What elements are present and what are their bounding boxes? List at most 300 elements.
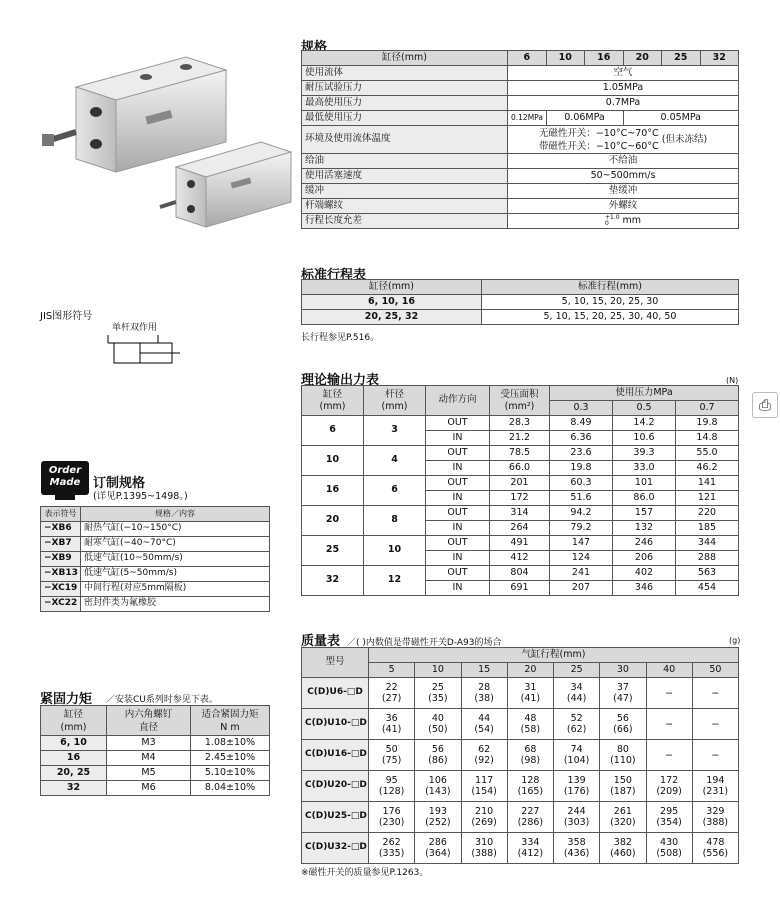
torque-h3: 适合紧固力矩 xyxy=(201,708,259,720)
spec-bore: 20 xyxy=(623,51,662,66)
mass-value xyxy=(600,833,646,864)
force-rod: 3 xyxy=(364,416,426,446)
spec-row-label: 耐压试验压力 xyxy=(302,81,508,96)
mass-value-plain: 193 xyxy=(428,806,447,817)
force-value: 19.8 xyxy=(676,416,739,431)
force-value: 147 xyxy=(550,536,613,551)
mass-stroke: 10 xyxy=(415,663,461,678)
mass-value xyxy=(692,678,738,709)
mass-value-with-switch: (58) xyxy=(520,724,541,735)
force-value: 172 xyxy=(490,491,550,506)
force-value: 124 xyxy=(550,551,613,566)
spec-env-note: (但未冻结) xyxy=(661,133,708,145)
mass-value-with-switch: (269) xyxy=(471,817,497,828)
force-value: 94.2 xyxy=(550,506,613,521)
mass-value xyxy=(507,709,553,740)
printer-icon[interactable]: ⎙ xyxy=(752,392,778,418)
torque-h3-unit: N m xyxy=(220,721,240,733)
force-h-bore-unit: (mm) xyxy=(319,400,346,412)
spec-row-label: 给油 xyxy=(302,154,508,169)
force-bore: 16 xyxy=(302,476,364,506)
stroke-header-strokes: 标准行程(mm) xyxy=(482,280,739,295)
mass-value-plain: 262 xyxy=(382,837,401,848)
force-value: 79.2 xyxy=(550,521,613,536)
mass-value xyxy=(507,740,553,771)
force-value: 141 xyxy=(676,476,739,491)
mass-value-plain: − xyxy=(711,687,720,699)
table-row xyxy=(41,736,270,751)
mass-value-plain: − xyxy=(665,687,674,699)
mass-value xyxy=(600,771,646,802)
mass-value xyxy=(461,802,507,833)
force-direction: OUT xyxy=(426,446,490,461)
mass-value-plain: 227 xyxy=(521,806,540,817)
order-table xyxy=(40,506,270,612)
mass-unit: (g) xyxy=(729,636,741,645)
order-made-icon xyxy=(41,461,89,495)
mass-model: C(D)U10-□D xyxy=(302,709,369,740)
mass-value xyxy=(369,802,415,833)
torque-subtitle: ／安装CU系列时参见下表。 xyxy=(106,695,218,705)
order-header-content: 规格／内容 xyxy=(81,507,270,522)
mass-subtitle: ／( )内数值是带磁性开关D-A93的场合 xyxy=(347,638,502,648)
mass-value-with-switch: (388) xyxy=(471,848,497,859)
mass-value xyxy=(646,833,692,864)
table-row xyxy=(302,678,739,709)
force-direction: IN xyxy=(426,431,490,446)
mass-value-plain: 358 xyxy=(567,837,586,848)
mass-table xyxy=(301,647,739,864)
mass-value xyxy=(554,740,600,771)
mass-value-with-switch: (176) xyxy=(563,786,590,797)
torque-title: 紧固力矩 xyxy=(40,692,93,707)
mass-value xyxy=(369,678,415,709)
force-direction: OUT xyxy=(426,566,490,581)
mass-value xyxy=(692,771,738,802)
spec-bore: 6 xyxy=(508,51,547,66)
mass-value-with-switch: (230) xyxy=(378,817,405,828)
mass-value-with-switch: (460) xyxy=(610,848,636,859)
table-row xyxy=(41,582,270,597)
mass-value-with-switch: (231) xyxy=(702,786,729,797)
order-content: 密封件类为氟橡胶 xyxy=(81,597,270,612)
mass-header-model: 型号 xyxy=(302,648,369,678)
spec-env-value xyxy=(508,126,739,154)
mass-value-plain: 52 xyxy=(570,713,583,724)
torque-h1: 缸径 xyxy=(63,708,83,720)
mass-value-with-switch: (66) xyxy=(613,724,633,735)
table-row xyxy=(302,506,739,521)
mass-value-plain: 295 xyxy=(660,806,679,817)
force-value: 78.5 xyxy=(490,446,550,461)
mass-value-with-switch: (75) xyxy=(381,755,402,766)
force-rod: 6 xyxy=(364,476,426,506)
table-row xyxy=(41,751,270,766)
spec-row-value: 不给油 xyxy=(508,154,739,169)
force-bore: 32 xyxy=(302,566,364,596)
mass-value xyxy=(507,802,553,833)
force-value: 60.3 xyxy=(550,476,613,491)
torque-bore: 16 xyxy=(41,751,107,766)
force-value: 46.2 xyxy=(676,461,739,476)
force-value: 51.6 xyxy=(550,491,613,506)
force-title: 理论输出力表 xyxy=(301,373,380,388)
force-value: 491 xyxy=(490,536,550,551)
mass-value-plain: 478 xyxy=(706,837,725,848)
table-row xyxy=(302,771,739,802)
mass-value xyxy=(507,771,553,802)
force-value: 220 xyxy=(676,506,739,521)
mass-value xyxy=(415,771,461,802)
table-row xyxy=(302,416,739,431)
force-value: 288 xyxy=(676,551,739,566)
force-direction: IN xyxy=(426,551,490,566)
mass-value-with-switch: (354) xyxy=(656,817,682,828)
mass-value-plain: 382 xyxy=(613,837,632,848)
mass-value xyxy=(415,802,461,833)
mass-value-with-switch: (98) xyxy=(520,755,541,766)
spec-table xyxy=(301,50,739,229)
mass-value xyxy=(369,771,415,802)
spec-min-pressure-10-16: 0.06MPa xyxy=(546,111,623,126)
force-value: 19.8 xyxy=(550,461,613,476)
spec-bore: 16 xyxy=(585,51,624,66)
table-row xyxy=(41,781,270,796)
force-value: 14.2 xyxy=(613,416,676,431)
mass-value-with-switch: (388) xyxy=(702,817,729,828)
force-rod: 12 xyxy=(364,566,426,596)
mass-value-plain: − xyxy=(665,749,674,761)
table-row xyxy=(302,740,739,771)
force-value: 21.2 xyxy=(490,431,550,446)
spec-row-value: 50~500mm/s xyxy=(508,169,739,184)
force-direction: IN xyxy=(426,581,490,596)
mass-value-plain: 31 xyxy=(524,682,537,693)
mass-value xyxy=(461,709,507,740)
force-direction: OUT xyxy=(426,416,490,431)
table-row xyxy=(41,522,270,537)
force-value: 55.0 xyxy=(676,446,739,461)
force-h-area-unit: (mm²) xyxy=(504,400,535,412)
spec-env-line1: 无磁性开关：−10°C~70°C xyxy=(538,127,659,139)
table-row xyxy=(41,552,270,567)
mass-value-plain: 37 xyxy=(616,682,629,693)
spec-row-label: 缓冲 xyxy=(302,184,508,199)
mass-value xyxy=(600,740,646,771)
mass-value-with-switch: (47) xyxy=(613,693,633,704)
mass-value xyxy=(554,802,600,833)
mass-value-with-switch: (86) xyxy=(428,755,448,766)
force-value: 344 xyxy=(676,536,739,551)
mass-value-with-switch: (252) xyxy=(425,817,451,828)
spec-row-label: 环境及使用流体温度 xyxy=(302,126,508,154)
mass-value-plain: 48 xyxy=(524,713,537,724)
mass-value xyxy=(646,771,692,802)
force-value: 28.3 xyxy=(490,416,550,431)
mass-value-plain: 50 xyxy=(385,744,398,755)
mass-value-plain: 36 xyxy=(385,713,398,724)
mass-value-with-switch: (35) xyxy=(428,693,448,704)
force-direction: OUT xyxy=(426,536,490,551)
force-h-area: 受压面积 xyxy=(500,388,539,400)
force-value: 207 xyxy=(550,581,613,596)
force-value: 23.6 xyxy=(550,446,613,461)
mass-value-with-switch: (38) xyxy=(474,693,494,704)
order-content: 耐寒气缸(−40~70°C) xyxy=(81,537,270,552)
mass-model: C(D)U32-□D xyxy=(302,833,369,864)
mass-value xyxy=(507,833,553,864)
mass-value-with-switch: (286) xyxy=(517,817,544,828)
mass-stroke: 40 xyxy=(646,663,692,678)
stroke-header-bore: 缸径(mm) xyxy=(302,280,482,295)
torque-header-screw xyxy=(107,706,191,736)
force-bore: 20 xyxy=(302,506,364,536)
mass-value-with-switch: (50) xyxy=(428,724,448,735)
spec-row-label: 使用流体 xyxy=(302,66,508,81)
force-value: 157 xyxy=(613,506,676,521)
force-value: 101 xyxy=(613,476,676,491)
force-header-area xyxy=(490,386,550,416)
force-value: 10.6 xyxy=(613,431,676,446)
mass-header-stroke: 气缸行程(mm) xyxy=(369,648,739,663)
force-header-dir: 动作方向 xyxy=(426,386,490,416)
force-rod: 10 xyxy=(364,536,426,566)
table-row xyxy=(41,537,270,552)
mass-value-with-switch: (303) xyxy=(563,817,590,828)
mass-value xyxy=(600,678,646,709)
spec-row-value: 1.05MPa xyxy=(508,81,739,96)
mass-value xyxy=(692,740,738,771)
force-value: 6.36 xyxy=(550,431,613,446)
mass-value-with-switch: (104) xyxy=(563,755,590,766)
torque-table xyxy=(40,705,270,796)
table-row xyxy=(302,446,739,461)
mass-value-plain: 172 xyxy=(660,775,679,786)
mass-value-plain: 244 xyxy=(567,806,586,817)
mass-value xyxy=(369,740,415,771)
mass-model: C(D)U20-□D xyxy=(302,771,369,802)
force-value: 563 xyxy=(676,566,739,581)
spec-tol-unit: mm xyxy=(622,214,642,226)
mass-value-plain: 56 xyxy=(431,744,444,755)
mass-value xyxy=(461,771,507,802)
mass-value xyxy=(600,802,646,833)
mass-value-with-switch: (143) xyxy=(425,786,451,797)
spec-row-value: 垫缓冲 xyxy=(508,184,739,199)
force-value: 314 xyxy=(490,506,550,521)
mass-stroke: 50 xyxy=(692,663,738,678)
order-content: 低速气缸(10~50mm/s) xyxy=(81,552,270,567)
spec-title: 规格 xyxy=(301,40,328,55)
mass-value xyxy=(692,709,738,740)
spec-min-pressure-6: 0.12MPa xyxy=(508,111,547,126)
mass-title: 质量表 xyxy=(301,634,341,649)
table-row xyxy=(41,766,270,781)
cylinder-product-image xyxy=(36,52,296,232)
mass-value-plain: 34 xyxy=(570,682,583,693)
mass-value-plain: 430 xyxy=(660,837,679,848)
force-direction: IN xyxy=(426,521,490,536)
mass-value-with-switch: (436) xyxy=(563,848,590,859)
torque-value: 8.04±10% xyxy=(191,781,270,796)
order-badge-line2: Made xyxy=(49,477,81,488)
mass-value-with-switch: (27) xyxy=(381,693,402,704)
mass-note: ※磁性开关的质量参见P.1263。 xyxy=(301,868,429,878)
mass-value-plain: 194 xyxy=(706,775,725,786)
force-value: 691 xyxy=(490,581,550,596)
mass-value-plain: 28 xyxy=(478,682,491,693)
spec-bore: 25 xyxy=(662,51,701,66)
mass-value-plain: 95 xyxy=(385,775,398,786)
force-value: 14.8 xyxy=(676,431,739,446)
mass-value-plain: − xyxy=(711,749,720,761)
mass-value-with-switch: (165) xyxy=(517,786,544,797)
force-value: 241 xyxy=(550,566,613,581)
force-bore: 6 xyxy=(302,416,364,446)
force-value: 121 xyxy=(676,491,739,506)
mass-value-plain: 210 xyxy=(475,806,494,817)
spec-min-pressure-20-32: 0.05MPa xyxy=(623,111,739,126)
force-header-bore xyxy=(302,386,364,416)
mass-value xyxy=(692,833,738,864)
order-title: 订制规格 xyxy=(93,476,146,491)
torque-value: 1.08±10% xyxy=(191,736,270,751)
torque-bore: 20, 25 xyxy=(41,766,107,781)
mass-stroke: 25 xyxy=(554,663,600,678)
force-pressure: 0.5 xyxy=(613,401,676,416)
torque-screw: M3 xyxy=(107,736,191,751)
mass-model: C(D)U6-□D xyxy=(302,678,369,709)
force-rod: 4 xyxy=(364,446,426,476)
mass-value-plain: 80 xyxy=(616,744,629,755)
mass-value-with-switch: (92) xyxy=(474,755,494,766)
order-code: −XB6 xyxy=(41,522,81,537)
mass-value-plain: 117 xyxy=(475,775,494,786)
spec-row-value: 空气 xyxy=(508,66,739,81)
mass-value-with-switch: (364) xyxy=(425,848,451,859)
order-content: 低速气缸(5~50mm/s) xyxy=(81,567,270,582)
mass-value-with-switch: (62) xyxy=(566,724,587,735)
mass-value-plain: 286 xyxy=(428,837,447,848)
mass-stroke: 20 xyxy=(507,663,553,678)
force-value: 86.0 xyxy=(613,491,676,506)
mass-value-with-switch: (320) xyxy=(610,817,636,828)
mass-value-with-switch: (41) xyxy=(381,724,402,735)
stroke-note: 长行程参见P.516。 xyxy=(301,333,380,343)
force-value: 132 xyxy=(613,521,676,536)
force-bore: 10 xyxy=(302,446,364,476)
mass-model: C(D)U16-□D xyxy=(302,740,369,771)
torque-value: 5.10±10% xyxy=(191,766,270,781)
table-row xyxy=(302,833,739,864)
spec-row-value: 0.7MPa xyxy=(508,96,739,111)
stroke-values: 5, 10, 15, 20, 25, 30, 40, 50 xyxy=(482,310,739,325)
force-direction: IN xyxy=(426,491,490,506)
torque-screw: M4 xyxy=(107,751,191,766)
mass-value-with-switch: (187) xyxy=(610,786,636,797)
mass-value xyxy=(554,833,600,864)
torque-h2: 内六角螺钉 xyxy=(124,708,173,720)
mass-value-plain: 62 xyxy=(478,744,491,755)
mass-value-with-switch: (154) xyxy=(471,786,497,797)
force-h-rod: 杆径 xyxy=(384,388,404,400)
mass-value xyxy=(554,678,600,709)
stroke-bore: 20, 25, 32 xyxy=(302,310,482,325)
force-value: 412 xyxy=(490,551,550,566)
mass-value-plain: 44 xyxy=(478,713,491,724)
force-bore: 25 xyxy=(302,536,364,566)
spec-stroke-tol-value xyxy=(508,214,739,229)
mass-value xyxy=(369,709,415,740)
order-badge-line1: Order xyxy=(48,465,82,476)
force-h-bore: 缸径 xyxy=(322,388,342,400)
force-header-rod xyxy=(364,386,426,416)
force-value: 39.3 xyxy=(613,446,676,461)
order-code: −XC19 xyxy=(41,582,81,597)
stroke-table xyxy=(301,279,739,325)
mass-value-plain: 329 xyxy=(706,806,725,817)
force-pressure: 0.3 xyxy=(550,401,613,416)
mass-value-plain: 310 xyxy=(475,837,494,848)
order-content: 中间行程(对应5mm隔板) xyxy=(81,582,270,597)
table-row xyxy=(302,802,739,833)
force-direction: OUT xyxy=(426,476,490,491)
mass-value xyxy=(415,678,461,709)
table-row xyxy=(302,709,739,740)
jis-title: JIS图形符号 xyxy=(40,311,93,322)
mass-value-plain: 40 xyxy=(431,713,444,724)
torque-bore: 6, 10 xyxy=(41,736,107,751)
mass-value-plain: 22 xyxy=(385,682,398,693)
mass-value xyxy=(415,833,461,864)
mass-value-with-switch: (508) xyxy=(656,848,682,859)
mass-value xyxy=(600,709,646,740)
force-value: 246 xyxy=(613,536,676,551)
mass-value-with-switch: (335) xyxy=(378,848,405,859)
force-value: 264 xyxy=(490,521,550,536)
mass-value-with-switch: (412) xyxy=(517,848,544,859)
mass-value xyxy=(554,771,600,802)
force-pressure: 0.7 xyxy=(676,401,739,416)
force-value: 454 xyxy=(676,581,739,596)
mass-stroke: 15 xyxy=(461,663,507,678)
order-code: −XB7 xyxy=(41,537,81,552)
torque-h1-unit: (mm) xyxy=(60,721,87,733)
mass-value-plain: − xyxy=(711,718,720,730)
mass-value xyxy=(646,740,692,771)
spec-row-label: 最低使用压力 xyxy=(302,111,508,126)
force-value: 206 xyxy=(613,551,676,566)
force-h-rod-unit: (mm) xyxy=(381,400,408,412)
force-header-pressure: 使用压力MPa xyxy=(550,386,739,401)
order-content: 耐热气缸(−10~150°C) xyxy=(81,522,270,537)
stroke-table-title: 标准行程表 xyxy=(301,268,367,283)
mass-value xyxy=(692,802,738,833)
mass-value-plain: 128 xyxy=(521,775,540,786)
mass-value-with-switch: (44) xyxy=(566,693,587,704)
spec-row-label: 行程长度允差 xyxy=(302,214,508,229)
mass-value-with-switch: (556) xyxy=(702,848,729,859)
mass-value xyxy=(646,678,692,709)
mass-value-plain: 176 xyxy=(382,806,401,817)
table-row xyxy=(302,566,739,581)
jis-caption: 单杆双作用 xyxy=(112,323,158,333)
mass-value-plain: 261 xyxy=(613,806,632,817)
force-value: 402 xyxy=(613,566,676,581)
force-value: 33.0 xyxy=(613,461,676,476)
mass-value xyxy=(369,833,415,864)
force-value: 185 xyxy=(676,521,739,536)
